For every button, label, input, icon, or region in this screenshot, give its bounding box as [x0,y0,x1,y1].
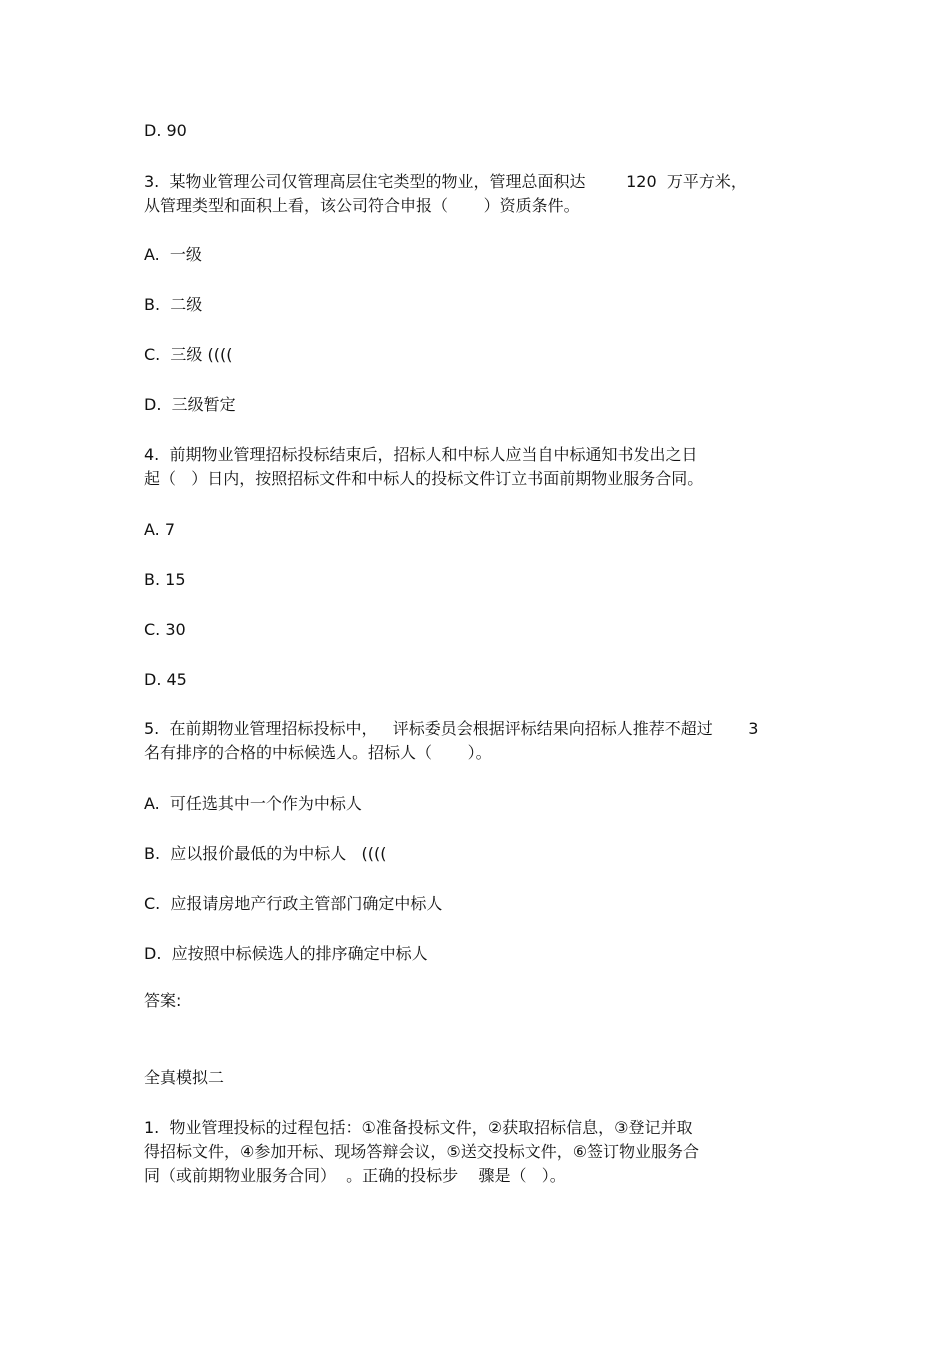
q5-option-d: D. 应按照中标候选人的排序确定中标人 [144,944,428,963]
answer-label: 答案: [144,991,182,1010]
s2-q1-stem-line-3: 同（或前期物业服务合同） 。正确的投标步 骤是（ ）。 [144,1166,566,1185]
q5-option-b: B. 应以报价最低的为中标人 (((( [144,844,387,863]
q2-option-d: D. 90 [144,121,187,140]
q3-option-c: C. 三级 (((( [144,345,233,364]
q5-stem-line-2: 名有排序的合格的中标候选人。招标人（ ）。 [144,743,492,762]
q3-option-d: D. 三级暂定 [144,395,236,414]
q3-stem-line-2: 从管理类型和面积上看，该公司符合申报（ ）资质条件。 [144,196,580,215]
section-heading: 全真模拟二 [144,1068,225,1087]
q5-option-a: A. 可任选其中一个作为中标人 [144,794,362,813]
q4-option-a: A. 7 [144,520,176,539]
q4-option-b: B. 15 [144,570,186,589]
q5-option-c: C. 应报请房地产行政主管部门确定中标人 [144,894,443,913]
s2-q1-stem-line-1: 1. 物业管理投标的过程包括：①准备投标文件，②获取招标信息，③登记并取 [144,1118,693,1137]
q4-stem-line-2: 起（ ）日内，按照招标文件和中标人的投标文件订立书面前期物业服务合同。 [144,469,704,488]
q3-stem-line-1: 3. 某物业管理公司仅管理高层住宅类型的物业，管理总面积达 120 万平方米， [144,172,747,191]
q4-stem-line-1: 4. 前期物业管理招标投标结束后，招标人和中标人应当自中标通知书发出之日 [144,445,698,464]
q5-stem-line-1: 5. 在前期物业管理招标投标中， 评标委员会根据评标结果向招标人推荐不超过 3 [144,719,759,738]
s2-q1-stem-line-2: 得招标文件，④参加开标、现场答辩会议，⑤送交投标文件，⑥签订物业服务合 [144,1142,700,1161]
q4-option-c: C. 30 [144,620,186,639]
q3-option-b: B. 二级 [144,295,203,314]
q3-option-a: A. 一级 [144,245,202,264]
q4-option-d: D. 45 [144,670,187,689]
